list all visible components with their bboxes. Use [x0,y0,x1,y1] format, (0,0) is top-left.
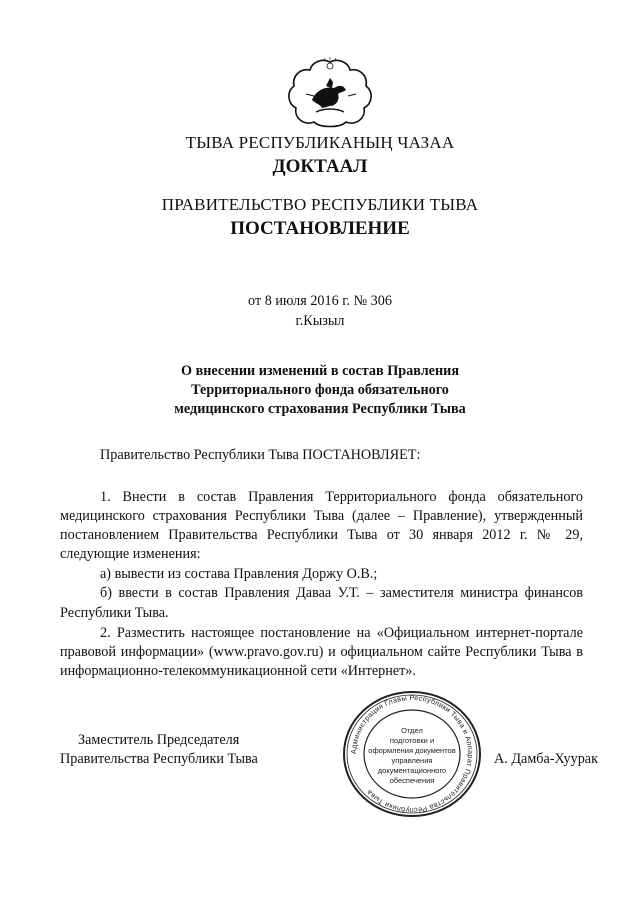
body-line: постановлением Правительства Республики Тыва от 30 января 2012 г. № 29, [60,527,583,543]
document-title-line: Территориального фонда обязательного [191,382,449,398]
stamp-inner-line: Отдел [401,726,423,735]
stamp-inner-line: обеспечения [389,776,435,785]
document-title-line: О внесении изменений в состав Правления [180,363,460,379]
body-line: информационно-телекоммуникационной сети «Интернет». [60,663,416,679]
header-postanovlenie: ПОСТАНОВЛЕНИЕ [230,218,410,239]
header-tuvan-government: ТЫВА РЕСПУБЛИКАНЫҢ ЧАЗАА [185,133,455,152]
preamble: Правительство Республики Тыва ПОСТАНОВЛЯЕТ: [100,447,421,463]
stamp-inner-line: управления [391,756,433,765]
body-line: Республики Тыва. [60,605,169,621]
stamp-inner-line: подготовки и [389,736,435,745]
signatory-position: Правительства Республики Тыва [60,751,258,767]
body-line: 1. Внести в состав Правления Территориального фонда обязательного [100,489,583,505]
signatory-name: А. Дамба-Хуурак [494,751,599,767]
header-doktaal: ДОКТААЛ [272,156,368,177]
body-line: правовой информации» (www.pravo.gov.ru) и официальном сайте Республики Тыва в [60,644,583,660]
stamp-inner-line: оформления документов [368,746,456,755]
stamp-ring-text: Администрация Главы Республики Тыва и Аппарат Правительства Республики Тыва [348,692,476,816]
signatory-position: Заместитель Председателя [78,732,240,748]
emblem-logo [286,56,374,128]
body-line: а) вывести из состава Правления Доржу О.В.; [100,566,378,582]
document-title-line: медицинского страхования Республики Тыва [174,401,466,417]
header-government: ПРАВИТЕЛЬСТВО РЕСПУБЛИКИ ТЫВА [161,195,479,214]
body-line: б) ввести в состав Правления Даваа У.Т. – заместителя министра финансов [100,585,583,601]
official-stamp [341,689,483,819]
document-city: г.Кызыл [295,313,345,329]
stamp-inner-line: документационного [377,766,447,775]
body-line: 2. Разместить настоящее постановление на «Официальном интернет-портале [100,625,583,641]
body-line: медицинского страхования Республики Тыва (далее – Правление), утвержденный [60,508,583,524]
body-line: следующие изменения: [60,546,201,562]
document-date-number: от 8 июля 2016 г. № 306 [248,293,392,309]
